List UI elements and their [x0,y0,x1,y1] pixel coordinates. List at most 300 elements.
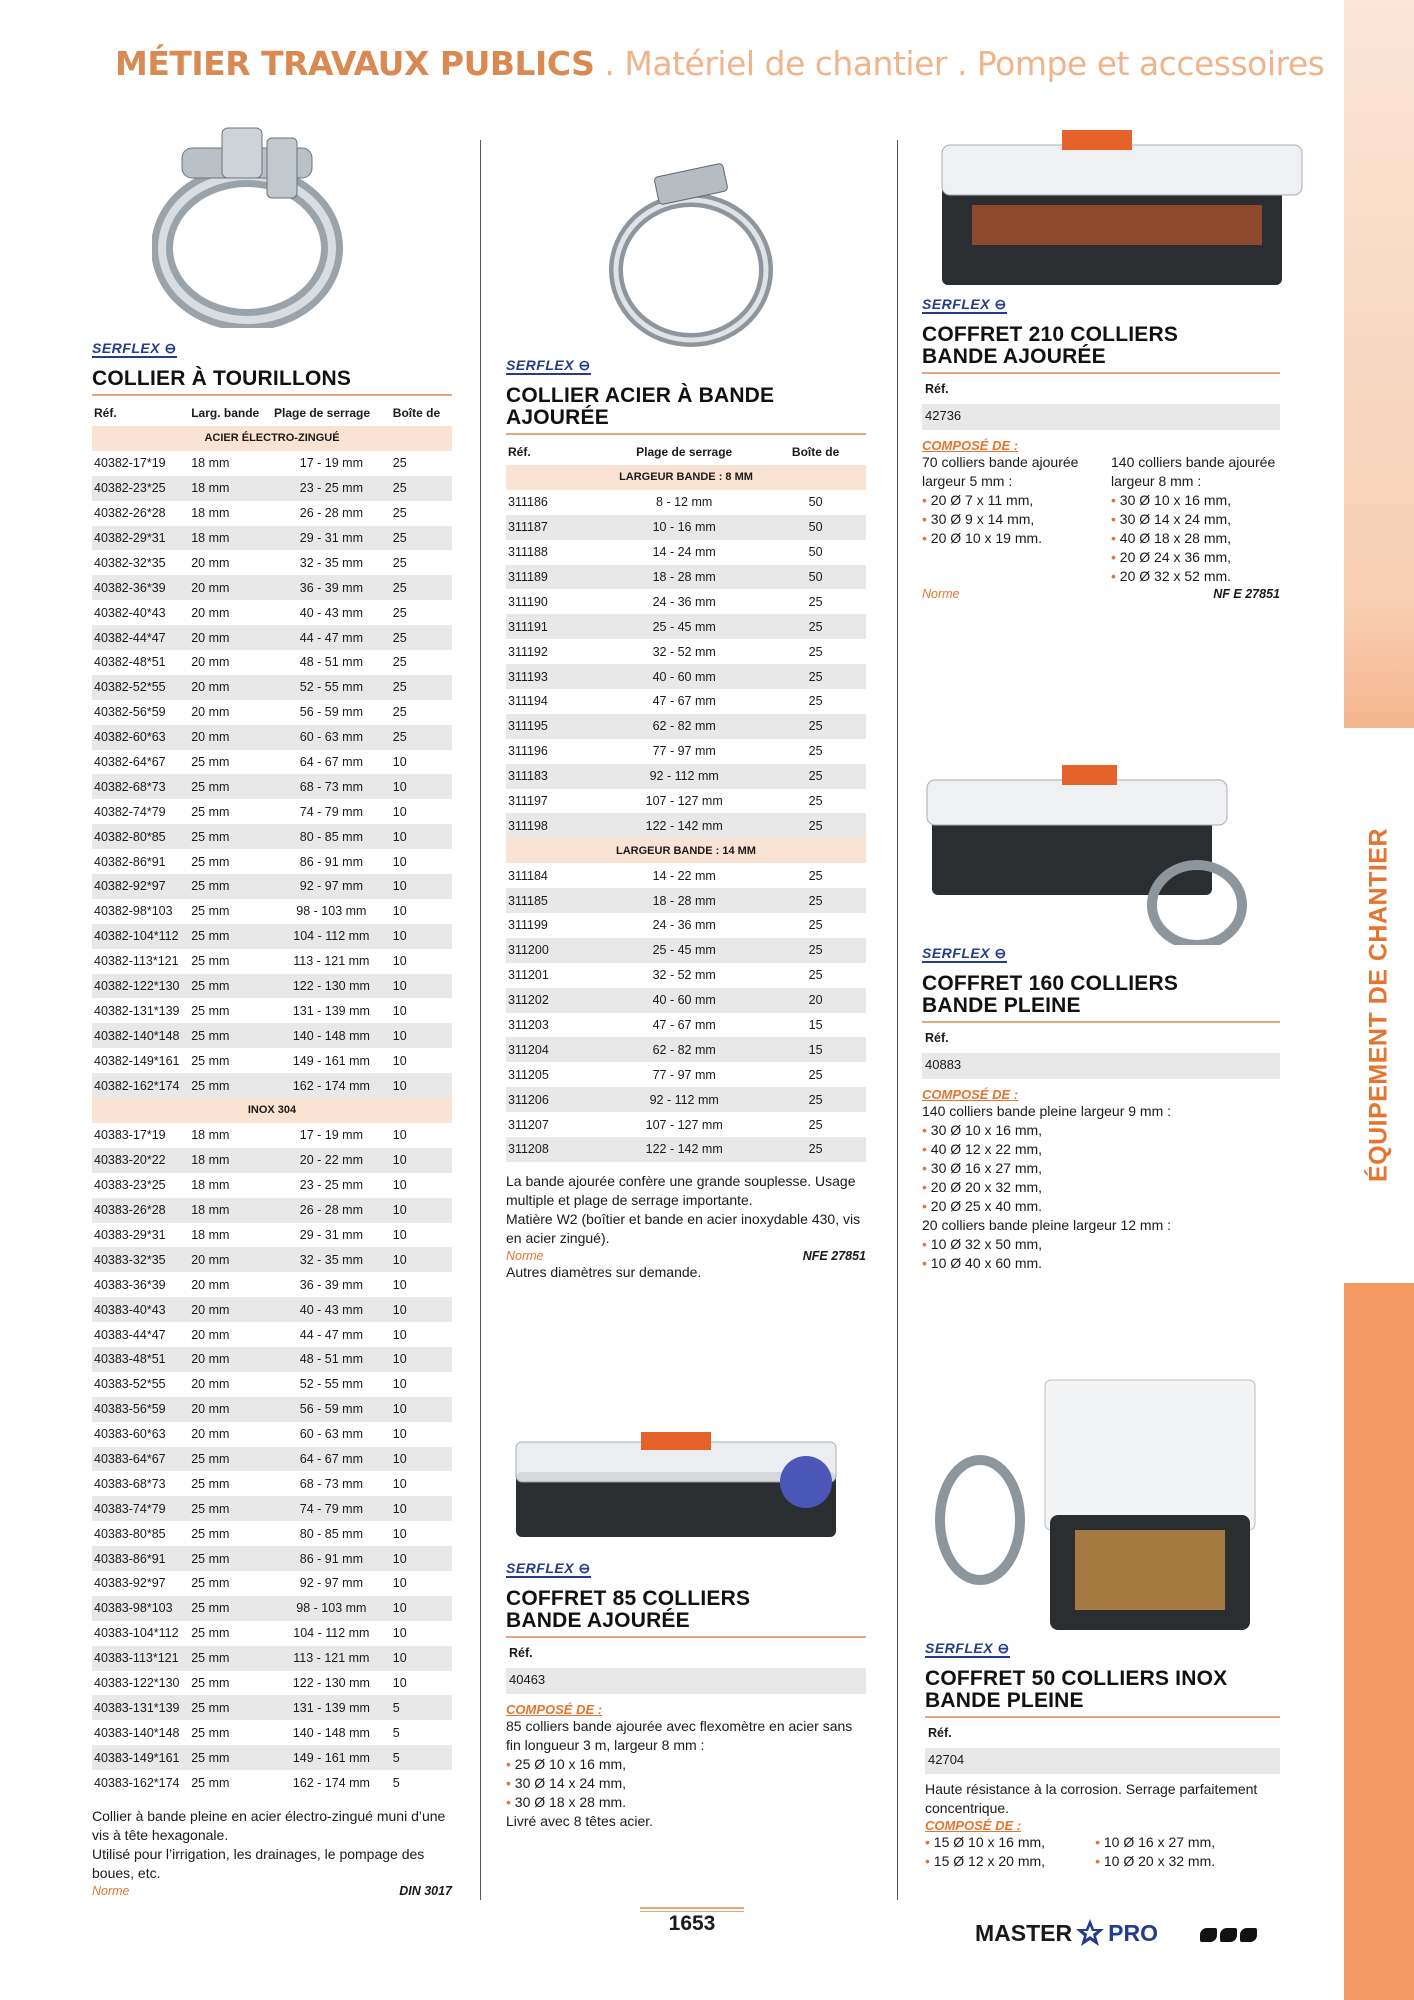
table-row [506,789,866,814]
table-row [92,1770,452,1795]
norm-value: NF E 27851 [1213,587,1280,601]
table-cell: 40382-80*85 [92,824,189,849]
table-cell: 25 mm [191,1476,230,1491]
table-row [92,675,452,700]
col-header: Larg. bande [191,406,260,420]
serflex-logo: SERFLEX ⊖ [925,1641,1010,1658]
table-cell: 32 - 52 mm [652,968,716,983]
table-cell: 311195 [506,714,603,739]
table-cell: 32 - 35 mm [272,1247,391,1272]
table-cell: 52 - 55 mm [299,1377,363,1392]
table-cell: 25 [765,764,866,789]
table-cell: 25 mm [191,904,230,919]
table-row [506,639,866,664]
table-cell: 40 - 43 mm [272,1297,391,1322]
table-cell: 25 [765,614,866,639]
table-cell: 25 [765,813,866,838]
table-cell: 25 [765,1087,866,1112]
product-description: Haute résistance à la corrosion. Serrage parfaitement concentrique. [925,1781,1258,1816]
table-cell: 77 - 97 mm [652,1067,716,1082]
table-cell: 25 mm [189,1447,272,1472]
table-row [92,1745,452,1770]
norm-label: Norme [922,587,960,601]
table-cell: 10 [391,1397,452,1422]
table-cell: 162 - 174 mm [272,1073,391,1098]
table-cell: 20 mm [191,1327,230,1342]
compose-list [506,1755,866,1812]
compose-list [1095,1833,1215,1871]
table-cell: 20 mm [189,1297,272,1322]
ref-value: 40463 [506,1668,866,1694]
col-header: Plage de serrage [636,445,733,459]
table-cell: 25 mm [189,1695,272,1720]
table-cell: 20 mm [191,705,230,720]
serflex-logo: SERFLEX ⊖ [92,341,177,358]
compose-columns [922,453,1280,586]
table-cell: 10 [391,1447,452,1472]
table-cell: 25 [392,705,407,720]
table-row [506,714,866,739]
table-cell: 311191 [506,614,603,639]
table-cell: 20 mm [191,1277,230,1292]
table-cell: 25 [808,918,823,933]
table-cell: 20 mm [191,655,230,670]
table-cell: 10 [392,1053,407,1068]
table-cell: 25 mm [191,1725,230,1740]
table-cell: 25 - 45 mm [603,614,765,639]
table-cell: 40382-74*79 [94,804,166,819]
table-row [92,899,452,924]
title-sub: . Matériel de chantier . Pompe et accessoires [594,44,1325,83]
hose-clamp-image [601,160,801,360]
table-cell: 40383-80*85 [94,1526,166,1541]
table-cell: 311184 [508,868,548,883]
table-cell: 25 [808,694,823,709]
table-row [92,998,452,1023]
table-cell: 10 [392,1626,407,1641]
table-row [92,650,452,675]
table-cell: 140 - 148 mm [292,1725,370,1740]
table-row [92,849,452,874]
table-cell: 311199 [508,918,548,933]
product-table [506,439,866,1162]
table-row [506,1062,866,1087]
table-cell: 40382-36*39 [92,575,189,600]
compose-outro: Livré avec 8 têtes acier. [506,1812,654,1829]
serflex-logo: SERFLEX ⊖ [506,1561,591,1578]
list-item: • 10 Ø 16 x 27 mm, [1095,1833,1215,1852]
table-cell: 25 mm [189,974,272,999]
table-cell: 10 [392,1327,407,1342]
table-cell: 25 mm [189,1023,272,1048]
table-cell: 62 - 82 mm [603,1037,765,1062]
compose-intro: 85 colliers bande ajourée avec flexomètre en acier sans fin longueur 3 m, largeur 8 mm : [506,1717,853,1753]
table-cell: 10 [392,755,407,770]
table-cell: 25 mm [191,755,230,770]
table-row [92,1646,452,1671]
table-cell: 25 [808,594,823,609]
table-cell: 20 mm [189,675,272,700]
table-cell: 113 - 121 mm [293,954,370,969]
dot [1240,1928,1257,1942]
table-cell: 311198 [506,813,603,838]
table-cell: 62 - 82 mm [603,714,765,739]
column-divider [897,140,898,1900]
table-cell: 25 [391,675,452,700]
table-cell: 25 [391,575,452,600]
table-cell: 25 mm [189,1073,272,1098]
table-cell: 23 - 25 mm [299,1178,363,1193]
table-cell: 18 mm [191,1227,230,1242]
list-item: • 20 Ø 24 x 36 mm, [1111,548,1280,567]
table-cell: 92 - 112 mm [603,1087,765,1112]
title-main: MÉTIER TRAVAUX PUBLICS [115,44,595,83]
table-cell: 25 mm [191,804,230,819]
table-cell: 26 - 28 mm [272,1198,391,1223]
ref-value: 42704 [925,1748,1280,1774]
table-cell: 40382-32*35 [94,555,166,570]
table-cell: 40383-131*139 [92,1695,189,1720]
page-title [115,44,1324,83]
table-cell: 10 [391,1546,452,1571]
table-cell: 40383-60*63 [94,1427,166,1442]
table-row [92,874,452,899]
table-cell: 311185 [506,888,603,913]
product-subtitle: BANDE AJOURÉE [922,345,1106,368]
table-cell: 25 [392,605,407,620]
col-header: Boîte de [791,445,840,459]
section-label: INOX 304 [92,1098,452,1123]
table-cell: 10 [391,1023,452,1048]
table-cell: 5 [392,1725,400,1740]
table-cell: 40383-113*121 [92,1646,189,1671]
ref-value: 42736 [922,404,1280,430]
table-cell: 98 - 103 mm [296,904,367,919]
table-cell: 40383-36*39 [94,1277,166,1292]
list-item: • 10 Ø 20 x 32 mm. [1095,1852,1215,1871]
table-row [92,600,452,625]
table-row [506,764,866,789]
title-rule [506,1636,866,1638]
table-row [92,1596,452,1621]
table-cell: 40383-98*103 [92,1596,189,1621]
table-cell: 40382-48*51 [94,655,166,670]
table-section [506,465,866,490]
ref-label: Réf. [928,1726,952,1740]
table-cell: 311189 [506,565,603,590]
table-cell: 18 mm [191,506,230,521]
product-collier-acier [506,160,866,1831]
table-cell: 40383-74*79 [92,1496,189,1521]
table-cell: 18 mm [191,456,230,471]
table-cell: 44 - 47 mm [299,1327,363,1342]
compose-label: COMPOSÉ DE : [922,438,1019,453]
table-row [506,963,866,988]
table-cell: 40382-68*73 [92,774,189,799]
table-row [506,490,866,515]
product-title: COFFRET 85 COLLIERS [506,1586,751,1610]
table-cell: 40382-44*47 [92,625,189,650]
table-cell: 25 [808,868,823,883]
table-cell: 10 [391,774,452,799]
list-item: • 25 Ø 10 x 16 mm, [506,1755,866,1774]
table-cell: 20 mm [189,575,272,600]
table-cell: 40383-17*19 [94,1128,166,1143]
list-item: • 40 Ø 12 x 22 mm, [922,1140,1280,1159]
table-cell: 40382-149*161 [94,1053,180,1068]
table-cell: 40383-56*59 [92,1397,189,1422]
table-row [92,1447,452,1472]
table-cell: 10 [391,1347,452,1372]
product-subtitle: BANDE PLEINE [922,994,1081,1017]
table-cell: 311205 [508,1067,549,1082]
table-cell: 40 - 60 mm [603,664,765,689]
table-cell: 36 - 39 mm [299,1277,363,1292]
table-cell: 10 [392,1526,407,1541]
table-cell: 10 - 16 mm [603,515,765,540]
table-row [506,1137,866,1162]
table-row [92,1571,452,1596]
norm-row [92,1884,452,1898]
table-cell: 25 mm [189,924,272,949]
table-row [92,476,452,501]
table-row [92,974,452,999]
table-cell: 77 - 97 mm [652,744,716,759]
table-row [92,750,452,775]
table-cell: 40383-140*148 [94,1725,180,1740]
table-cell: 25 [808,1067,823,1082]
table-cell: 25 [765,888,866,913]
table-cell: 149 - 161 mm [272,1745,391,1770]
table-cell: 40382-98*103 [94,904,173,919]
list-item: • 30 Ø 14 x 24 mm, [506,1774,866,1793]
table-cell: 64 - 67 mm [299,755,363,770]
table-row [92,1073,452,1098]
product-description: La bande ajourée confère une grande souplesse. Usage multiple et plage de serrage importante. [506,1172,856,1208]
table-cell: 20 mm [191,605,230,620]
table-row [92,1173,452,1198]
compose-list [922,491,1091,548]
table-row [92,1471,452,1496]
table-cell: 20 mm [191,1377,230,1392]
column-divider [480,140,481,1900]
product-description: Collier à bande pleine en acier électro-zingué muni d’une vis à tête hexagonale. [92,1807,446,1843]
table-cell: 131 - 139 mm [272,1695,391,1720]
table-row [506,739,866,764]
table-cell: 162 - 174 mm [292,1775,370,1790]
compose-intro: 140 colliers bande pleine largeur 9 mm : [922,1103,1172,1119]
table-row [506,540,866,565]
table-cell: 74 - 79 mm [299,804,363,819]
table-cell: 25 [392,655,407,670]
table-cell: 10 [392,904,407,919]
table-cell: 20 mm [191,555,230,570]
table-row [92,1123,452,1148]
table-cell: 25 [765,938,866,963]
table-cell: 40383-48*51 [92,1347,189,1372]
section-label: LARGEUR BANDE : 8 MM [506,465,866,490]
table-cell: 40383-104*112 [94,1626,179,1641]
table-cell: 52 - 55 mm [272,675,391,700]
table-cell: 32 - 52 mm [652,644,716,659]
ref-box [922,378,1280,430]
table-cell: 40382-56*59 [94,705,166,720]
table-cell: 10 [391,1496,452,1521]
table-cell: 140 - 148 mm [272,1023,391,1048]
product-title: COFFRET 160 COLLIERS [922,972,1179,995]
table-row [92,1247,452,1272]
section-label: LARGEUR BANDE : 14 MM [506,838,866,863]
table-cell: 311204 [506,1037,603,1062]
table-cell: 40383-92*97 [94,1576,166,1591]
table-cell: 113 - 121 mm [272,1646,391,1671]
table-row [506,813,866,838]
product-title: COFFRET 210 COLLIERS [922,323,1179,346]
table-cell: 131 - 139 mm [292,1003,370,1018]
table-cell: 10 [391,974,452,999]
table-cell: 10 [391,1198,452,1223]
table-cell: 50 [765,565,866,590]
table-cell: 20 [765,988,866,1013]
table-cell: 20 mm [189,625,272,650]
table-cell: 18 mm [189,526,272,551]
compose-list [922,1121,1280,1216]
norm-row [922,587,1280,601]
table-cell: 56 - 59 mm [272,1397,391,1422]
title-rule [922,1021,1280,1023]
list-item: • 20 Ø 20 x 32 mm, [922,1178,1280,1197]
case-image [506,1402,846,1552]
table-cell: 26 - 28 mm [299,506,363,521]
table-cell: 24 - 36 mm [652,918,716,933]
table-cell: 40383-26*28 [92,1198,189,1223]
product-subtitle: BANDE AJOURÉE [506,1608,690,1632]
table-row [506,863,866,888]
table-header [506,439,866,465]
list-item: • 30 Ø 18 x 28 mm. [506,1793,866,1812]
list-item: • 30 Ø 9 x 14 mm, [922,510,1091,529]
table-row [506,1087,866,1112]
table-cell: 311203 [508,1018,549,1033]
table-cell: 23 - 25 mm [272,476,391,501]
title-rule [922,372,1280,374]
table-cell: 311207 [508,1117,549,1132]
table-cell: 311192 [508,644,548,659]
norm-row [506,1249,866,1263]
table-cell: 40 - 60 mm [603,988,765,1013]
table-cell: 25 mm [191,1053,230,1068]
table-cell: 18 - 28 mm [603,888,765,913]
table-row [92,799,452,824]
table-cell: 10 [392,1476,407,1491]
table-row [506,515,866,540]
table-row [92,949,452,974]
logo-master: MASTER [975,1919,1073,1946]
page-number: 1653 [640,1912,744,1936]
table-cell: 40383-122*130 [94,1675,180,1690]
table-cell: 10 [392,1003,407,1018]
table-cell: 40382-122*130 [92,974,189,999]
table-row [92,1223,452,1248]
col-header: Réf. [94,406,117,420]
table-row [506,888,866,913]
table-cell: 311202 [506,988,603,1013]
table-cell: 25 mm [191,1626,230,1641]
table-cell: 25 [391,526,452,551]
table-cell: 68 - 73 mm [299,1476,363,1491]
table-cell: 10 [391,1247,452,1272]
norm-label: Norme [506,1248,544,1263]
table-cell: 40383-86*91 [92,1546,189,1571]
norm-value: NFE 27851 [802,1248,866,1263]
table-cell: 40383-40*43 [92,1297,189,1322]
table-cell: 10 [392,954,407,969]
table-row [92,526,452,551]
table-cell: 47 - 67 mm [652,1018,716,1033]
table-cell: 311200 [506,938,603,963]
list-item: • 30 Ø 10 x 16 mm, [1111,491,1280,510]
masterpro-logo [975,1918,1158,1948]
case-image [925,1375,1265,1640]
table-cell: 10 [391,1073,452,1098]
table-cell: 122 - 130 mm [272,974,391,999]
table-row [92,1422,452,1447]
ref-label: Réf. [925,382,949,396]
table-cell: 29 - 31 mm [299,1227,363,1242]
table-row [92,1272,452,1297]
table-row [92,700,452,725]
serflex-logo: SERFLEX ⊖ [922,946,1007,963]
table-cell: 92 - 97 mm [299,1576,363,1591]
ref-label: Réf. [925,1031,949,1045]
table-cell: 122 - 142 mm [603,1137,765,1162]
table-row [506,614,866,639]
table-row [92,1671,452,1696]
table-row [92,1546,452,1571]
table-cell: 311190 [508,594,548,609]
table-cell: 40382-60*63 [92,725,189,750]
list-item: • 10 Ø 40 x 60 mm. [922,1254,1280,1273]
product-title: COLLIER ACIER À BANDE AJOURÉE [506,384,775,429]
table-cell: 25 [808,644,823,659]
table-cell: 48 - 51 mm [299,655,363,670]
table-cell: 40383-32*35 [92,1247,189,1272]
compose-list [1111,491,1280,586]
col-header: Réf. [508,445,531,459]
table-cell: 17 - 19 mm [299,1128,363,1143]
table-cell: 311206 [506,1087,603,1112]
table-cell: 10 [391,824,452,849]
table-cell: 5 [392,1775,400,1790]
table-cell: 25 mm [189,874,272,899]
table-cell: 18 mm [191,1128,230,1143]
table-cell: 20 mm [189,725,272,750]
compose-columns [925,1833,1280,1871]
table-cell: 20 - 22 mm [272,1148,391,1173]
table-row [92,1621,452,1646]
table-cell: 25 [392,555,407,570]
case-image [922,755,1302,945]
table-cell: 15 [808,1018,823,1033]
table-cell: 40382-40*43 [94,605,166,620]
table-row [506,988,866,1013]
table-row [92,824,452,849]
logo-pro: PRO [1108,1919,1158,1946]
table-cell: 311187 [506,515,603,540]
table-cell: 10 [392,1227,407,1242]
table-row [92,924,452,949]
table-row [506,913,866,938]
